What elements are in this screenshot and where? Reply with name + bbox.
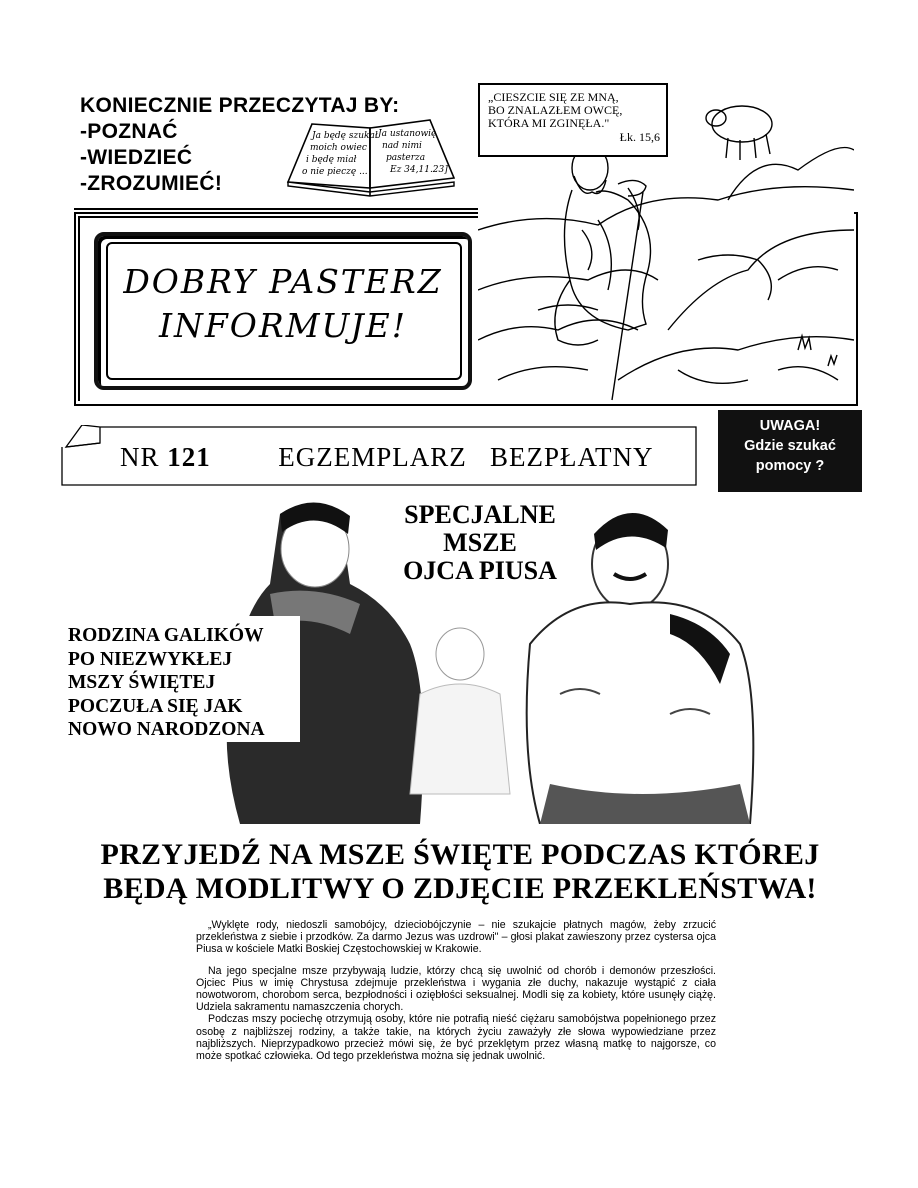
read-prompt-line: -WIEDZIEĆ	[80, 146, 193, 169]
headline-line: BĘDĄ MODLITWY O ZDJĘCIE PRZEKLEŃSTWA!	[103, 872, 817, 905]
masthead-title	[98, 260, 468, 348]
masthead	[94, 232, 472, 390]
family-caption	[60, 616, 300, 742]
family-caption-line: POCZUŁA SIĘ JAK	[68, 695, 243, 717]
notice-line: pomocy ?	[755, 458, 825, 474]
family-caption-line: PO NIEZWYKŁEJ	[68, 648, 233, 670]
article-paragraph: „Wyklęte rody, niedoszli samobójcy, dzieciobójczynie – nie szukajcie płatnych magów, żeby zrzucić przekleństwa z siebie i przodków. Za darmo Jezus was uzdrowi" – głosi plakat zawieszony przez cystersa ojca Piusa w kościele Matki Boskiej Częstochowskiej w Krakowie.	[196, 919, 716, 956]
quote-line: KTÓRA MI ZGINĘŁA."	[488, 116, 610, 130]
book-right-line: Ez 34,11.23]	[390, 165, 448, 175]
book-left-line: i będę miał	[306, 155, 357, 165]
special-masses-title	[380, 501, 580, 585]
help-notice	[718, 410, 862, 492]
issue-text	[120, 442, 654, 473]
book-left-line: Ja będę szukał	[312, 131, 378, 141]
read-prompt-line: -ZROZUMIEĆ!	[80, 172, 223, 195]
quote-reference: Łk. 15,6	[619, 130, 660, 144]
open-book-icon	[282, 112, 460, 200]
family-caption-line: NOWO NARODZONA	[68, 719, 265, 740]
divider	[74, 208, 478, 210]
book-right-line: pasterza	[386, 153, 426, 163]
read-prompt-line: -POZNAĆ	[80, 120, 178, 143]
quote-line: BO ZNALAZŁEM OWCĘ,	[488, 103, 623, 117]
headline-line: PRZYJEDŹ NA MSZE ŚWIĘTE PODCZAS KTÓREJ	[100, 838, 820, 871]
masthead-title-line: DOBRY PASTERZ	[123, 262, 443, 301]
notice-line: Gdzie szukać	[744, 438, 836, 454]
read-prompt-line: KONIECZNIE PRZECZYTAJ BY:	[80, 94, 400, 117]
article-paragraph: Podczas mszy pociechę otrzymują osoby, które nie potrafią nieść ciężaru samobójstwa popełnionego przez osobę z najbliższej rodziny, a także takie, na których życiu zaważyły złe słowa wypowiedziane przez najbliższych. Nieprzypadkowo przecież mówi się, że być przeklętym przez własną matkę to najgorsze, co może spotkać człowieka. Od tego przekleństwa można się jednak uwolnić.	[196, 1013, 716, 1063]
main-headline	[40, 838, 880, 906]
book-left-line: o nie pieczę ...	[302, 167, 368, 177]
special-line: OJCA PIUSA	[403, 556, 557, 585]
article-paragraph: Na jego specjalne msze przybywają ludzie, którzy chcą się uwolnić od chorób i demonów przeszłości. Ojciec Pius w imię Chrystusa zdejmuje przekleństwa i wygania złe duchy, nakazuje wystąpić z ciała nowotworom, chorobom serca, bezpłodności i oziębłości seksualnej. Modli się za kobiety, które usunęły ciążę. Udziela sakramentu namaszczenia chorych.	[196, 964, 716, 1014]
notice-line: UWAGA!	[759, 418, 821, 434]
special-line: MSZE	[443, 528, 517, 557]
free-copy-label: EGZEMPLARZ BEZPŁATNY	[278, 442, 654, 472]
special-line: SPECJALNE	[404, 500, 556, 529]
quote-line: „CIESZCIE SIĘ ZE MNĄ,	[488, 90, 619, 104]
book-left-line: moich owiec	[310, 143, 367, 153]
scripture-quote	[478, 83, 668, 157]
family-caption-line: RODZINA GALIKÓW	[68, 625, 264, 646]
book-right-line: Ja ustanowię	[378, 129, 437, 139]
article-body	[196, 919, 716, 1062]
book-right-line: nad nimi	[382, 141, 422, 151]
masthead-title-line: INFORMUJE!	[158, 306, 407, 345]
issue-nr-label: NR	[120, 442, 160, 472]
family-caption-line: MSZY ŚWIĘTEJ	[68, 672, 216, 693]
issue-number: 121	[167, 442, 211, 472]
